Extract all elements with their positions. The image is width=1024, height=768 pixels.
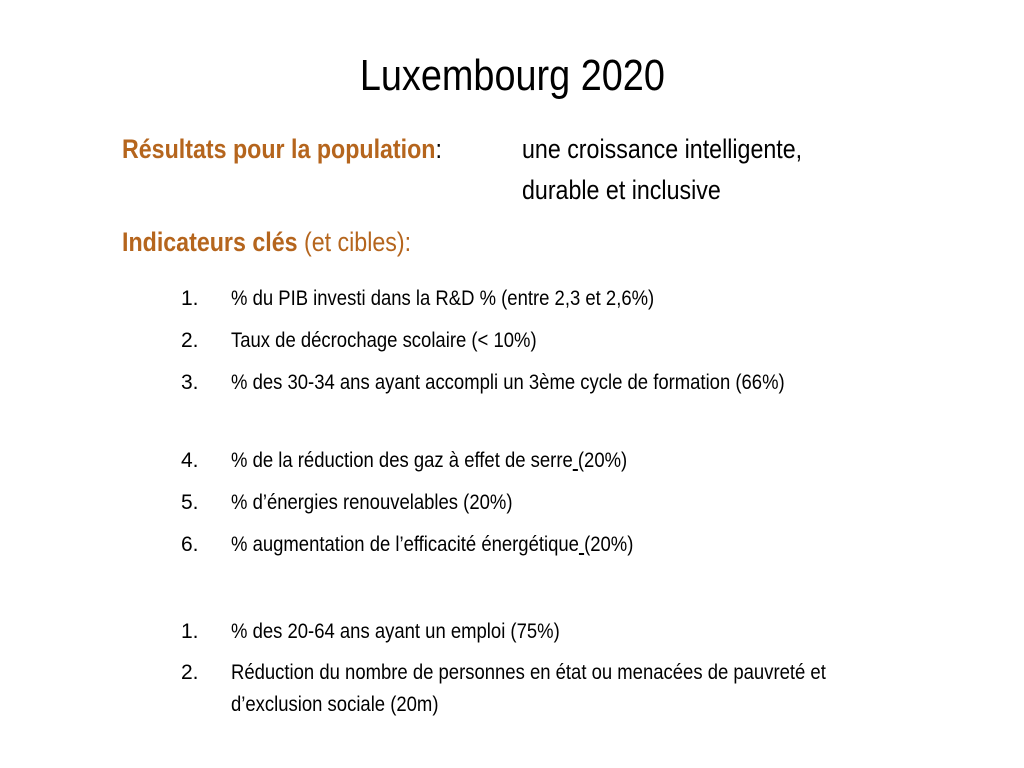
slide-title: Luxembourg 2020 — [359, 51, 665, 100]
list-item-text: Taux de décrochage scolaire (< 10%) — [231, 329, 537, 352]
list-item-text: % d’énergies renouvelables (20%) — [231, 491, 513, 514]
list-item-number: 4. — [181, 449, 199, 472]
list-item-text: % du PIB investi dans la R&D % (entre 2,3 et 2,6%) — [231, 287, 655, 310]
results-heading — [122, 131, 494, 167]
list-item-target: (20%) — [577, 449, 628, 472]
list-item-number: 2. — [181, 661, 199, 684]
list-item-number: 2. — [181, 329, 199, 352]
list-item-target: (20%) — [584, 533, 634, 556]
list-item-text: % des 20-64 ans ayant un emploi (75%) — [231, 620, 560, 643]
results-description-line1: une croissance intelligente, — [522, 134, 803, 164]
list-item-number: 1. — [181, 287, 199, 310]
list-item-number: 5. — [181, 491, 199, 514]
list-item-text: % des 30-34 ans ayant accompli un 3ème cycle de formation (66%) — [231, 371, 785, 394]
list-item-text-line2: d’exclusion sociale (20m) — [231, 693, 439, 716]
list-item-text: % augmentation de l’efficacité énergétique — [231, 533, 579, 556]
results-heading-label: Résultats pour la population — [122, 134, 436, 164]
list-item-text-line1: Réduction du nombre de personnes en état ou menacées de pauvreté et — [231, 661, 826, 684]
results-description-line2: durable et inclusive — [522, 175, 721, 205]
indicators-heading-suffix: (et cibles): — [297, 227, 412, 257]
list-item-text: % de la réduction des gaz à effet de serre — [231, 449, 573, 472]
results-heading-colon: : — [435, 134, 442, 164]
indicators-heading — [122, 224, 458, 260]
list-item-number: 6. — [181, 533, 199, 556]
indicators-heading-label: Indicateurs clés — [122, 227, 298, 257]
list-item-number: 1. — [181, 620, 199, 643]
list-item-number: 3. — [181, 371, 199, 394]
